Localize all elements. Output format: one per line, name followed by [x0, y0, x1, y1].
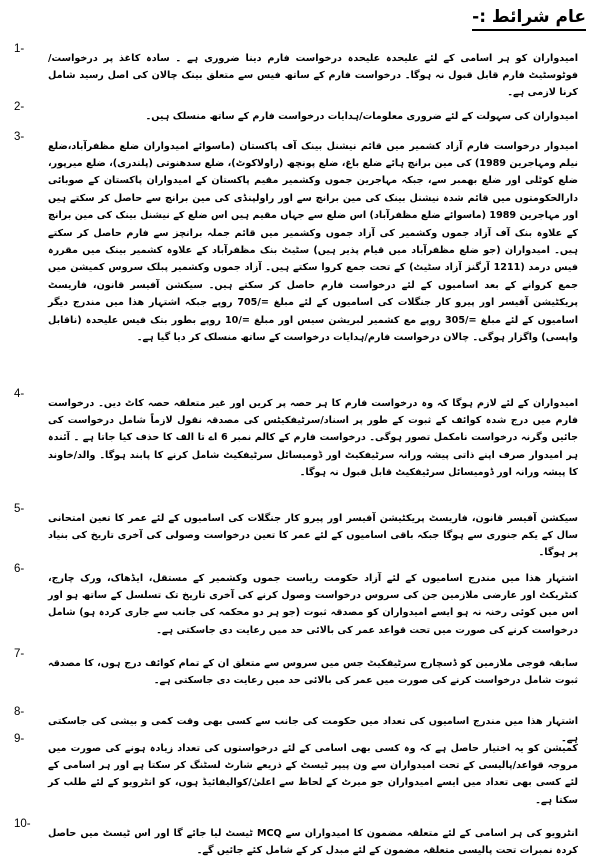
item-text: امیدواران کے لئے لازم ہوگا کہ وہ درخواست فارم کا ہر حصہ پر کریں اور غیر متعلقہ حصہ کاٹ دیں۔ درخواست فارم میں درج شدہ کوائف کے ثبوت کے طور پر اسناد/سرٹیفکیٹس کی مصدقہ نقول لازماً شامل درخواست کی جائیں وگرنہ درخواست نامکمل تصور ہوگی۔ درخواست فارم کے کالم نمبر 6 اے تا الف کا حذف کیا جاتا ہے ۔ آئندہ ہر امیدوار صرف اپنے ذاتی پیشہ ورانہ سرٹیفکیٹ اور ڈومیسائل سرٹیفکیٹ شامل کرنے کا پابند ہوگا۔ والد/خاوند کا پیشہ ورانہ اور ڈومیسائل سرٹیفکیٹ قابل قبول نہ ہوگا۔ — [48, 397, 578, 479]
item-number: 8- — [14, 706, 25, 718]
item-number: 1- — [14, 43, 25, 55]
item-number: 10- — [14, 818, 31, 830]
item-number: 3- — [14, 131, 25, 143]
item-number: 9- — [14, 733, 25, 745]
item-text: سیکشن آفیسر قانون، فاریسٹ پریکٹیشن آفیسر اور پیرو کار جنگلات کی اسامیوں کے لئے عمر کا تعین امتحانی سال کے یکم جنوری سے ہوگا جبکہ باقی اسامیوں کے لئے عمر کا تعین درخواست وصولی کی آخری تاریخ کی بنیاد پر ہوگا۔ — [48, 512, 578, 559]
item-text: اشتہار ھذا میں مندرج اسامیوں کی تعداد میں حکومت کی جانب سے کسی بھی وقت کمی و بیشی کی جاسکتی ہے۔ — [48, 715, 578, 744]
item-text: امیدوار درخواست فارم آزاد کشمیر میں قائم نیشنل بینک آف پاکستان (ماسوائے امیدواران ضلع مظفرآباد،ضلع نیلم ومہاجرین 1989) کی مین برانچ ہائے ضلع باغ، ضلع پونچھ (راولاکوٹ)، ضلع سدھنوتی (پلندری)، ضلع میرپور، ضلع کوٹلی اور ضلع بھمبر سے، جبکہ مہاجرین جموں وکشمیر مقیم پاکستان کے امیدواران پاکستان کے صوبائی دارالحکومتوں میں قائم شدہ نیشنل بینک کی مین برانچ سے اور راولپنڈی کی مین برانچ سے حاصل کر سکتے ہیں اور مہاجرین 1989 (ماسوائے ضلع مظفرآباد) اس ضلع سے جہاں مقیم ہیں اس ضلع کے نیشنل بینک کی مین برانچ کے علاوہ بنک آف آزاد جموں وکشمیر کی آزاد جموں وکشمیر میں قائم جملہ برانچز سے فارم حاصل کر سکتے ہیں۔ امیدواران (جو ضلع مظفرآباد میں قیام پذیر ہیں) سٹیٹ بنک مظفرآباد کے علاوہ کشمیر بینک میں مقررہ فیس درمد (1211 آرگنز آزاد سٹیٹ) کے تحت جمع کروا سکتے ہیں۔ آزاد جموں وکشمیر پبلک سروس کمیشن میں جمع کروانے کے بعد اسامیوں کے لئے درخواست فارم حاصل کر سکتے ہیں۔ سیکشن آفیسر قانون، فاریسٹ پریکٹیشن آفیسر اور پیرو کار جنگلات کی اسامیوں کے لئے مبلغ =/705 روپے جبکہ اشتہار ھذا میں مندرج دیگر اسامیوں کے لئے مبلغ =/305 روپے مع کشمیر لبریشن سیس اور مبلغ =/10 روپے بطور بنک فیس علیحدہ (ناقابل واپسی) واگزار ہوگی۔ چالان درخواست فارم/ہدایات درخواست کے ساتھ منسلک کر دیا گیا ہے۔ — [48, 140, 578, 344]
item-number: 6- — [14, 563, 25, 575]
item-text: امیدواران کو ہر اسامی کے لئے علیحدہ علیحدہ درخواست فارم دینا ضروری ہے ۔ سادہ کاغذ پر درخواست/فوٹوسٹیٹ فارم قابل قبول نہ ہوگا۔ درخواست فارم کے ساتھ فیس سے متعلق بینک چالان کی اصل رسید شامل کرنا لازمی ہے۔ — [48, 52, 578, 99]
heading: عام شرائط :- — [472, 6, 586, 31]
item-number: 7- — [14, 648, 25, 660]
item-text: سابقہ فوجی ملازمین کو ڈسچارج سرٹیفکیٹ جس میں سروس سے متعلق ان کے تمام کوائف درج ہوں، کا مصدقہ ثبوت شامل درخواست کرنے کی صورت میں عمر کی بالائی حد میں رعایت دی جاسکتی ہے۔ — [48, 657, 578, 686]
item-number: 4- — [14, 388, 25, 400]
item-number: 2- — [14, 101, 25, 113]
item-text: اشتہار ھذا میں مندرج اسامیوں کے لئے آزاد حکومت ریاست جموں وکشمیر کے مستقل، ایڈھاک، ورک چارج، کنٹریکٹ اور عارضی ملازمین جن کی سروس درخواست وصول کرنے کی آخری تاریخ تک تسلسل کے ساتھ ہو اور اس میں کوئی رخنہ نہ ہو ایسے امیدواران کو مصدقہ ثبوت (جو ہر دو محکمہ کی جانب سے جاری کردہ ہو) شامل درخواست کرنے کی صورت میں تحت قواعد عمر کی بالائی حد میں رعایت دی جاسکتی ہے۔ — [48, 572, 578, 636]
item-text: انٹرویو کی ہر اسامی کے لئے متعلقہ مضمون کا امیدواران سے MCQ ٹیسٹ لیا جائے گا اور اس ٹیسٹ میں حاصل کردہ نمبرات تحت پالیسی متعلقہ مضمون کے لئے مبدل کر کے شامل کئے جائیں گے۔ — [48, 827, 578, 856]
item-text: کمیشن کو یہ اختیار حاصل ہے کہ وہ کسی بھی اسامی کے لئے درخواستوں کی تعداد زیادہ ہونے کی صورت میں مروجہ قواعد/پالیسی کے تحت امیدواران سے ون پیپر ٹیسٹ کے ذریعے شارٹ لسٹنگ کر سکتا ہے اور ہر اسامی کے لئے کسی بھی تعداد میں ایسے امیدواران جو میرٹ کے لحاظ سے اعلیٰ/کوالیفائیڈ ہوں، کو انٹرویو کے لئے طلب کر سکتا ہے۔ — [48, 742, 578, 806]
item-text: امیدواران کی سہولت کے لئے ضروری معلومات/ہدایات درخواست فارم کے ساتھ منسلک ہیں۔ — [145, 110, 578, 122]
item-number: 5- — [14, 503, 25, 515]
